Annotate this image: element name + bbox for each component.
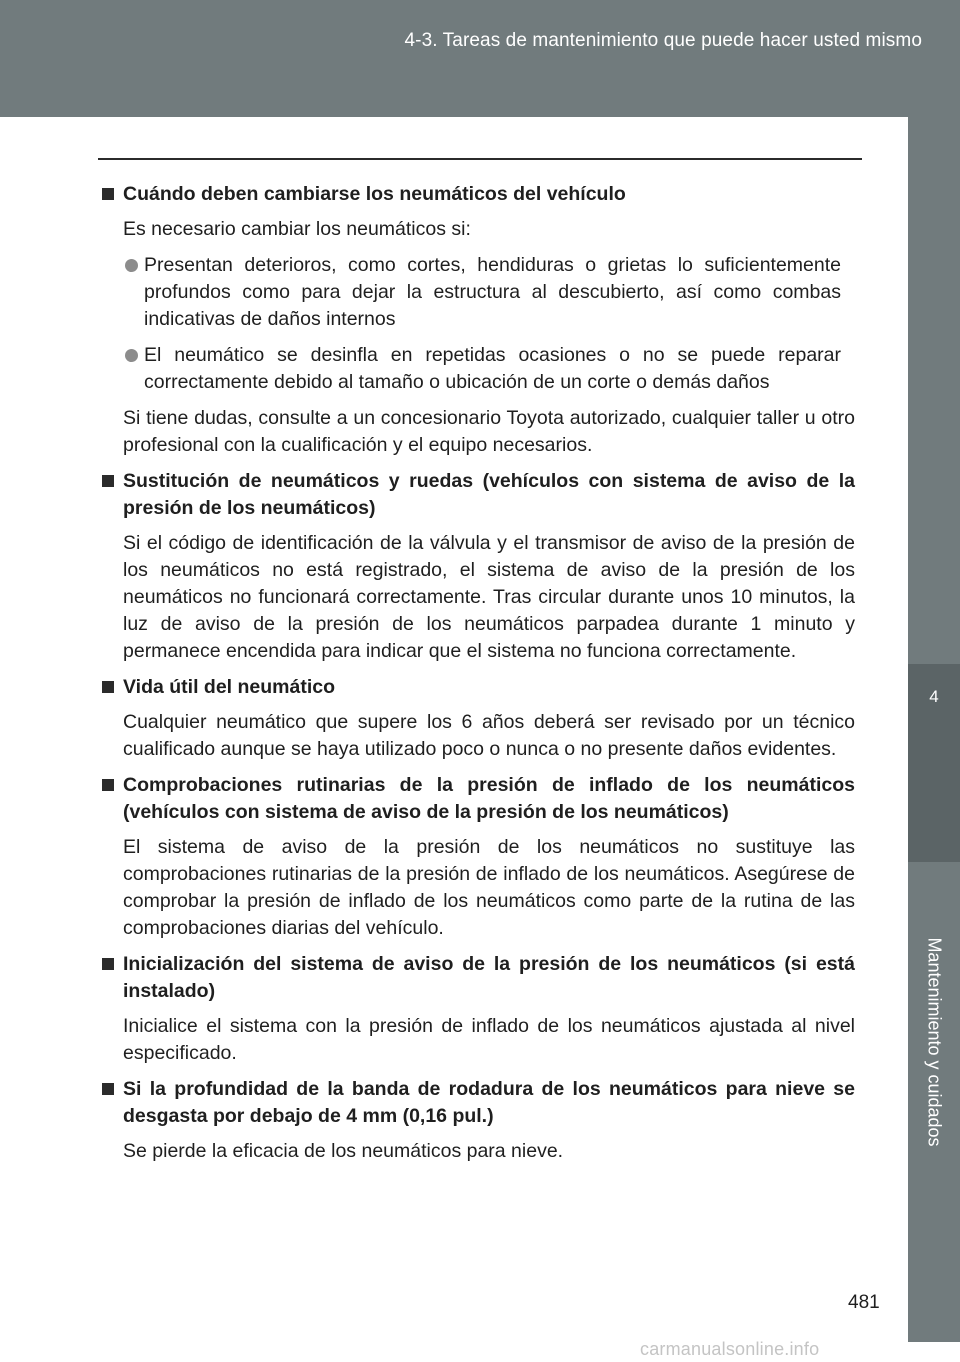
heading-text: Cuándo deben cambiarse los neumáticos del vehículo — [123, 183, 626, 205]
page-content — [98, 181, 855, 1174]
heading-text: Inicialización del sistema de aviso de la presión de los neumáticos (si está instalado) — [123, 953, 855, 1002]
watermark: carmanualsonline.info — [640, 1339, 820, 1359]
circle-bullet-icon — [125, 349, 138, 362]
heading-text: Sustitución de neumáticos y ruedas (vehículos con sistema de aviso de la presión de los neumáticos) — [123, 470, 855, 519]
section-heading — [98, 674, 855, 701]
paragraph: Inicialice el sistema con la presión de inflado de los neumáticos ajustada al nivel especificado. — [123, 1015, 855, 1064]
list-item-text: El neumático se desinfla en repetidas ocasiones o no se puede reparar correctamente debido al tamaño o ubicación de un corte o demás daños — [144, 344, 841, 393]
chapter-label: Mantenimiento y cuidados — [924, 937, 945, 1147]
list-item — [98, 342, 855, 396]
paragraph: El sistema de aviso de la presión de los neumáticos no sustituye las comprobaciones rutinarias de la presión de inflado de los neumáticos. Asegúrese de comprobar la presión de inflado de los neumáticos como parte de la rutina de las comprobaciones diarias del vehículo. — [123, 836, 855, 939]
chapter-side-tab — [908, 117, 960, 1342]
square-bullet-icon — [102, 958, 114, 970]
paragraph: Cualquier neumático que supere los 6 años deberá ser revisado por un técnico cualificado aunque se haya utilizado poco o nunca o no presente daños evidentes. — [123, 711, 855, 760]
section-title: 4-3. Tareas de mantenimiento que puede hacer usted mismo — [404, 30, 922, 51]
heading-text: Si la profundidad de la banda de rodadura de los neumáticos para nieve se desgasta por debajo de 4 mm (0,16 pul.) — [123, 1078, 855, 1127]
top-rule — [98, 158, 862, 160]
paragraph: Si tiene dudas, consulte a un concesionario Toyota autorizado, cualquier taller u otro profesional con la cualificación y el equipo necesarios. — [123, 407, 855, 456]
square-bullet-icon — [102, 681, 114, 693]
square-bullet-icon — [102, 779, 114, 791]
section-heading — [98, 772, 855, 826]
paragraph: Si el código de identificación de la válvula y el transmisor de aviso de la presión de los neumáticos no está registrado, el sistema de aviso de la presión de los neumáticos no funcionará correctamente. Tras circular durante unos 10 minutos, la luz de aviso de la presión de los neumáticos parpadea durante 1 minuto y permanece encendida para indicar que el sistema no funciona correctamente. — [123, 532, 855, 662]
paragraph: Se pierde la eficacia de los neumáticos para nieve. — [123, 1140, 564, 1162]
paragraph: Es necesario cambiar los neumáticos si: — [123, 218, 471, 240]
heading-text: Comprobaciones rutinarias de la presión de inflado de los neumáticos (vehículos con sistema de aviso de la presión de los neumáticos) — [123, 774, 855, 823]
section-heading — [98, 1076, 855, 1130]
list-item-text: Presentan deterioros, como cortes, hendiduras o grietas lo suficientemente profundos como para dejar la estructura al descubierto, así como combas indicativas de daños internos — [144, 254, 841, 330]
square-bullet-icon — [102, 188, 114, 200]
square-bullet-icon — [102, 475, 114, 487]
page-number: 481 — [848, 1292, 880, 1313]
chapter-number: 4 — [929, 687, 939, 706]
header-band — [0, 0, 960, 117]
square-bullet-icon — [102, 1083, 114, 1095]
section-heading — [98, 468, 855, 522]
heading-text: Vida útil del neumático — [123, 676, 336, 698]
section-heading — [98, 951, 855, 1005]
section-heading — [98, 181, 855, 208]
list-item — [98, 252, 855, 333]
circle-bullet-icon — [125, 259, 138, 272]
